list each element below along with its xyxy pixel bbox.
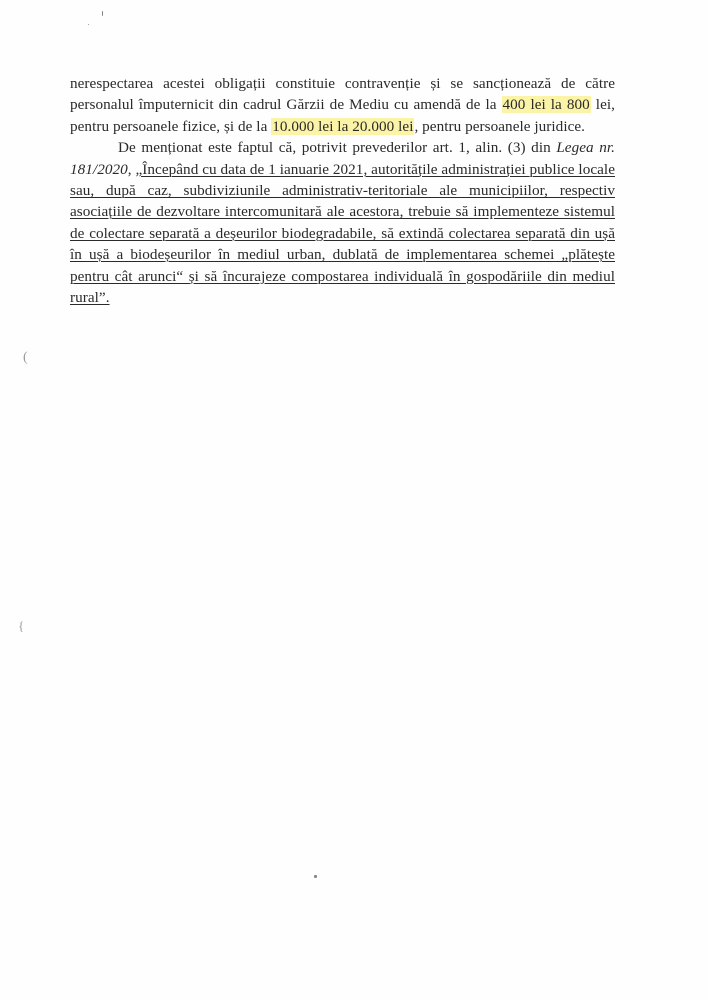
scan-speck [314, 875, 317, 878]
highlighted-fine-companies: 10.000 lei la 20.000 lei [272, 117, 414, 135]
underlined-law-quote: „Începând cu data de 1 ianuarie 2021, autoritățile administrației publice locale sau, după caz, subdiviziunile administrativ-teritoriale ale municipiilor, respectiv asociațiile de dezvoltare intercomunitară ale acestora, trebuie să implementeze sistemul de colectare separată a deșeurilor biodegradabile, să extindă colectarea separată din ușă în ușă a biodeșeurilor în mediul urban, dublată de implementarea schemei „plătește pentru cât arunci“ și să încurajeze compostarea individuală în gospodăriile din mediul rural”. [70, 160, 615, 307]
margin-mark: { [18, 618, 25, 633]
scan-speck [102, 11, 103, 16]
scan-speck [88, 24, 89, 25]
penalty-text: , pentru persoanele juridice. [414, 117, 586, 135]
law-reference: Legea nr. 181/2020 [70, 139, 616, 178]
law-intro: De menționat este faptul că, potrivit prevederilor art. 1, alin. (3) din [118, 139, 557, 157]
paragraph-law-quote [70, 137, 615, 308]
penalty-text: lei, pentru persoanele fizice, și de la [70, 96, 615, 135]
penalty-text: nerespectarea acestei obligații constituie contravenție și se sancționează de către personalul împuternicit din cadrul Gărzii de Mediu cu amendă de la [70, 75, 615, 114]
separator: , [127, 160, 136, 178]
highlighted-fine-individuals: 400 lei la 800 [502, 96, 590, 114]
document-body [70, 73, 615, 308]
paragraph-penalties [70, 73, 615, 137]
margin-mark: ( [23, 350, 28, 365]
